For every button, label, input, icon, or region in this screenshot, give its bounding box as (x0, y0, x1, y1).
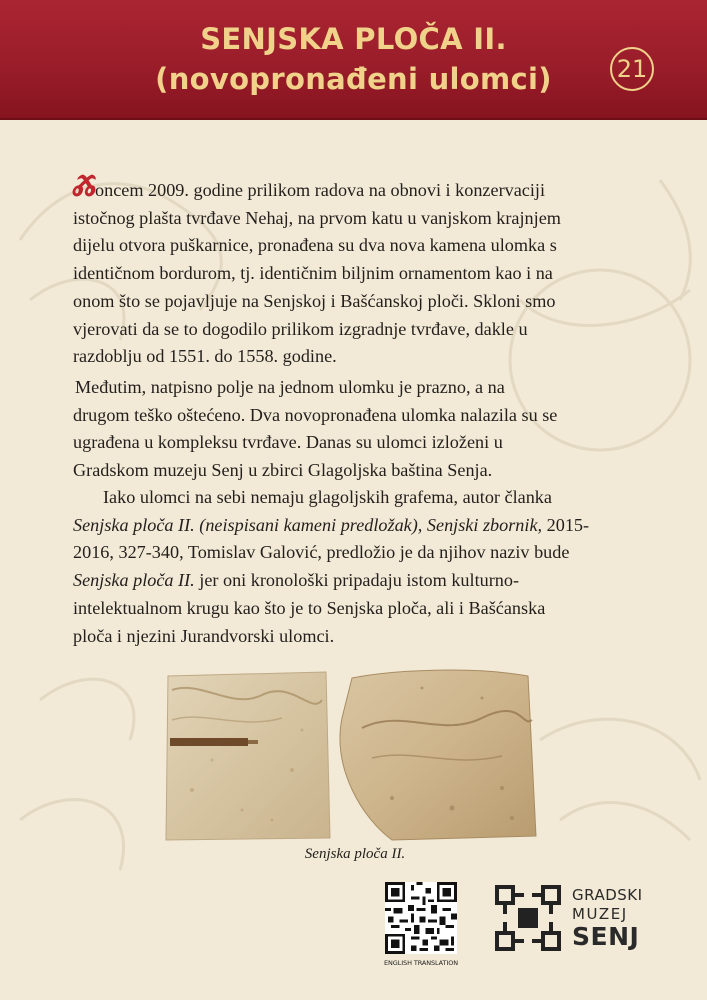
qr-code-icon[interactable] (385, 882, 457, 954)
text-line: Iako ulomci na sebi nemaju glagoljskih grafema, autor članka (103, 487, 552, 507)
page-title: SENJSKA PLOČA II. (200, 22, 507, 56)
qr-label: ENGLISH TRANSLATION (384, 959, 458, 967)
museum-name-line2: MUZEJ (572, 905, 628, 923)
text-line: 2015- (542, 514, 590, 535)
text-line: intelektualnom krugu kao što je to Senjska ploča, ali i Bašćanska (73, 597, 546, 618)
text-italic: Senjska ploča II. (73, 570, 195, 591)
text-line: istočnog plašta tvrđave Nehaj, na prvom katu u vanjskom krajnjem (73, 207, 561, 228)
text-line: jer oni kronološki pripadaju istom kulturno- (194, 570, 520, 591)
text-line: dijelu otvora puškarnice, pronađena su dva nova kamena ulomka s (73, 235, 557, 256)
page-number-badge: 21 (610, 47, 654, 91)
museum-name-line1: GRADSKI (572, 886, 643, 904)
museum-logo-icon (494, 884, 562, 952)
header-banner (0, 0, 707, 120)
stone-fragment-right-photo (332, 668, 542, 842)
text-line: razdoblju od 1551. do 1558. godine. (73, 346, 337, 367)
text-line: ploča i njezini Jurandvorski ulomci. (73, 625, 335, 646)
paragraph-third (73, 484, 635, 650)
text-line: identičnom bordurom, tj. identičnim biljnim ornamentom kao i na (73, 263, 553, 284)
museum-name-line3: SENJ (572, 922, 640, 951)
paragraph-intro (69, 168, 635, 371)
text-italic: Senjska ploča II. (neispisani kameni predložak), Senjski zbornik, (73, 514, 543, 535)
text-line: onom što se pojavljuje na Senjskoj i Bašćanskoj ploči. Skloni smo (73, 290, 556, 311)
page-subtitle: (novopronađeni ulomci) (155, 62, 552, 96)
paragraph-second (73, 374, 635, 485)
text-line: oncem 2009. godine prilikom radova na obnovi i konzervaciji (95, 180, 546, 200)
text-line: 2016, 327-340, Tomislav Galović, predložio je da njihov naziv bude (73, 542, 570, 563)
figure-caption: Senjska ploča II. (304, 846, 406, 862)
text-line: vjerovati da se to dogodilo prilikom izgradnje tvrđave, dakle u (73, 318, 528, 339)
text-line: Međutim, natpisno polje na jednom ulomku je prazno, a na (75, 377, 505, 397)
text-line: Gradskom muzeju Senj u zbirci Glagoljska baština Senja. (73, 460, 493, 481)
text-line: ugrađena u kompleksu tvrđave. Danas su ulomci izloženi u (73, 432, 503, 453)
glagolitic-dropcap: Ⰶ (69, 168, 101, 204)
text-line: drugom teško oštećeno. Dva novopronađena ulomka nalazila su se (73, 404, 558, 425)
stone-fragment-left-photo (162, 670, 332, 842)
